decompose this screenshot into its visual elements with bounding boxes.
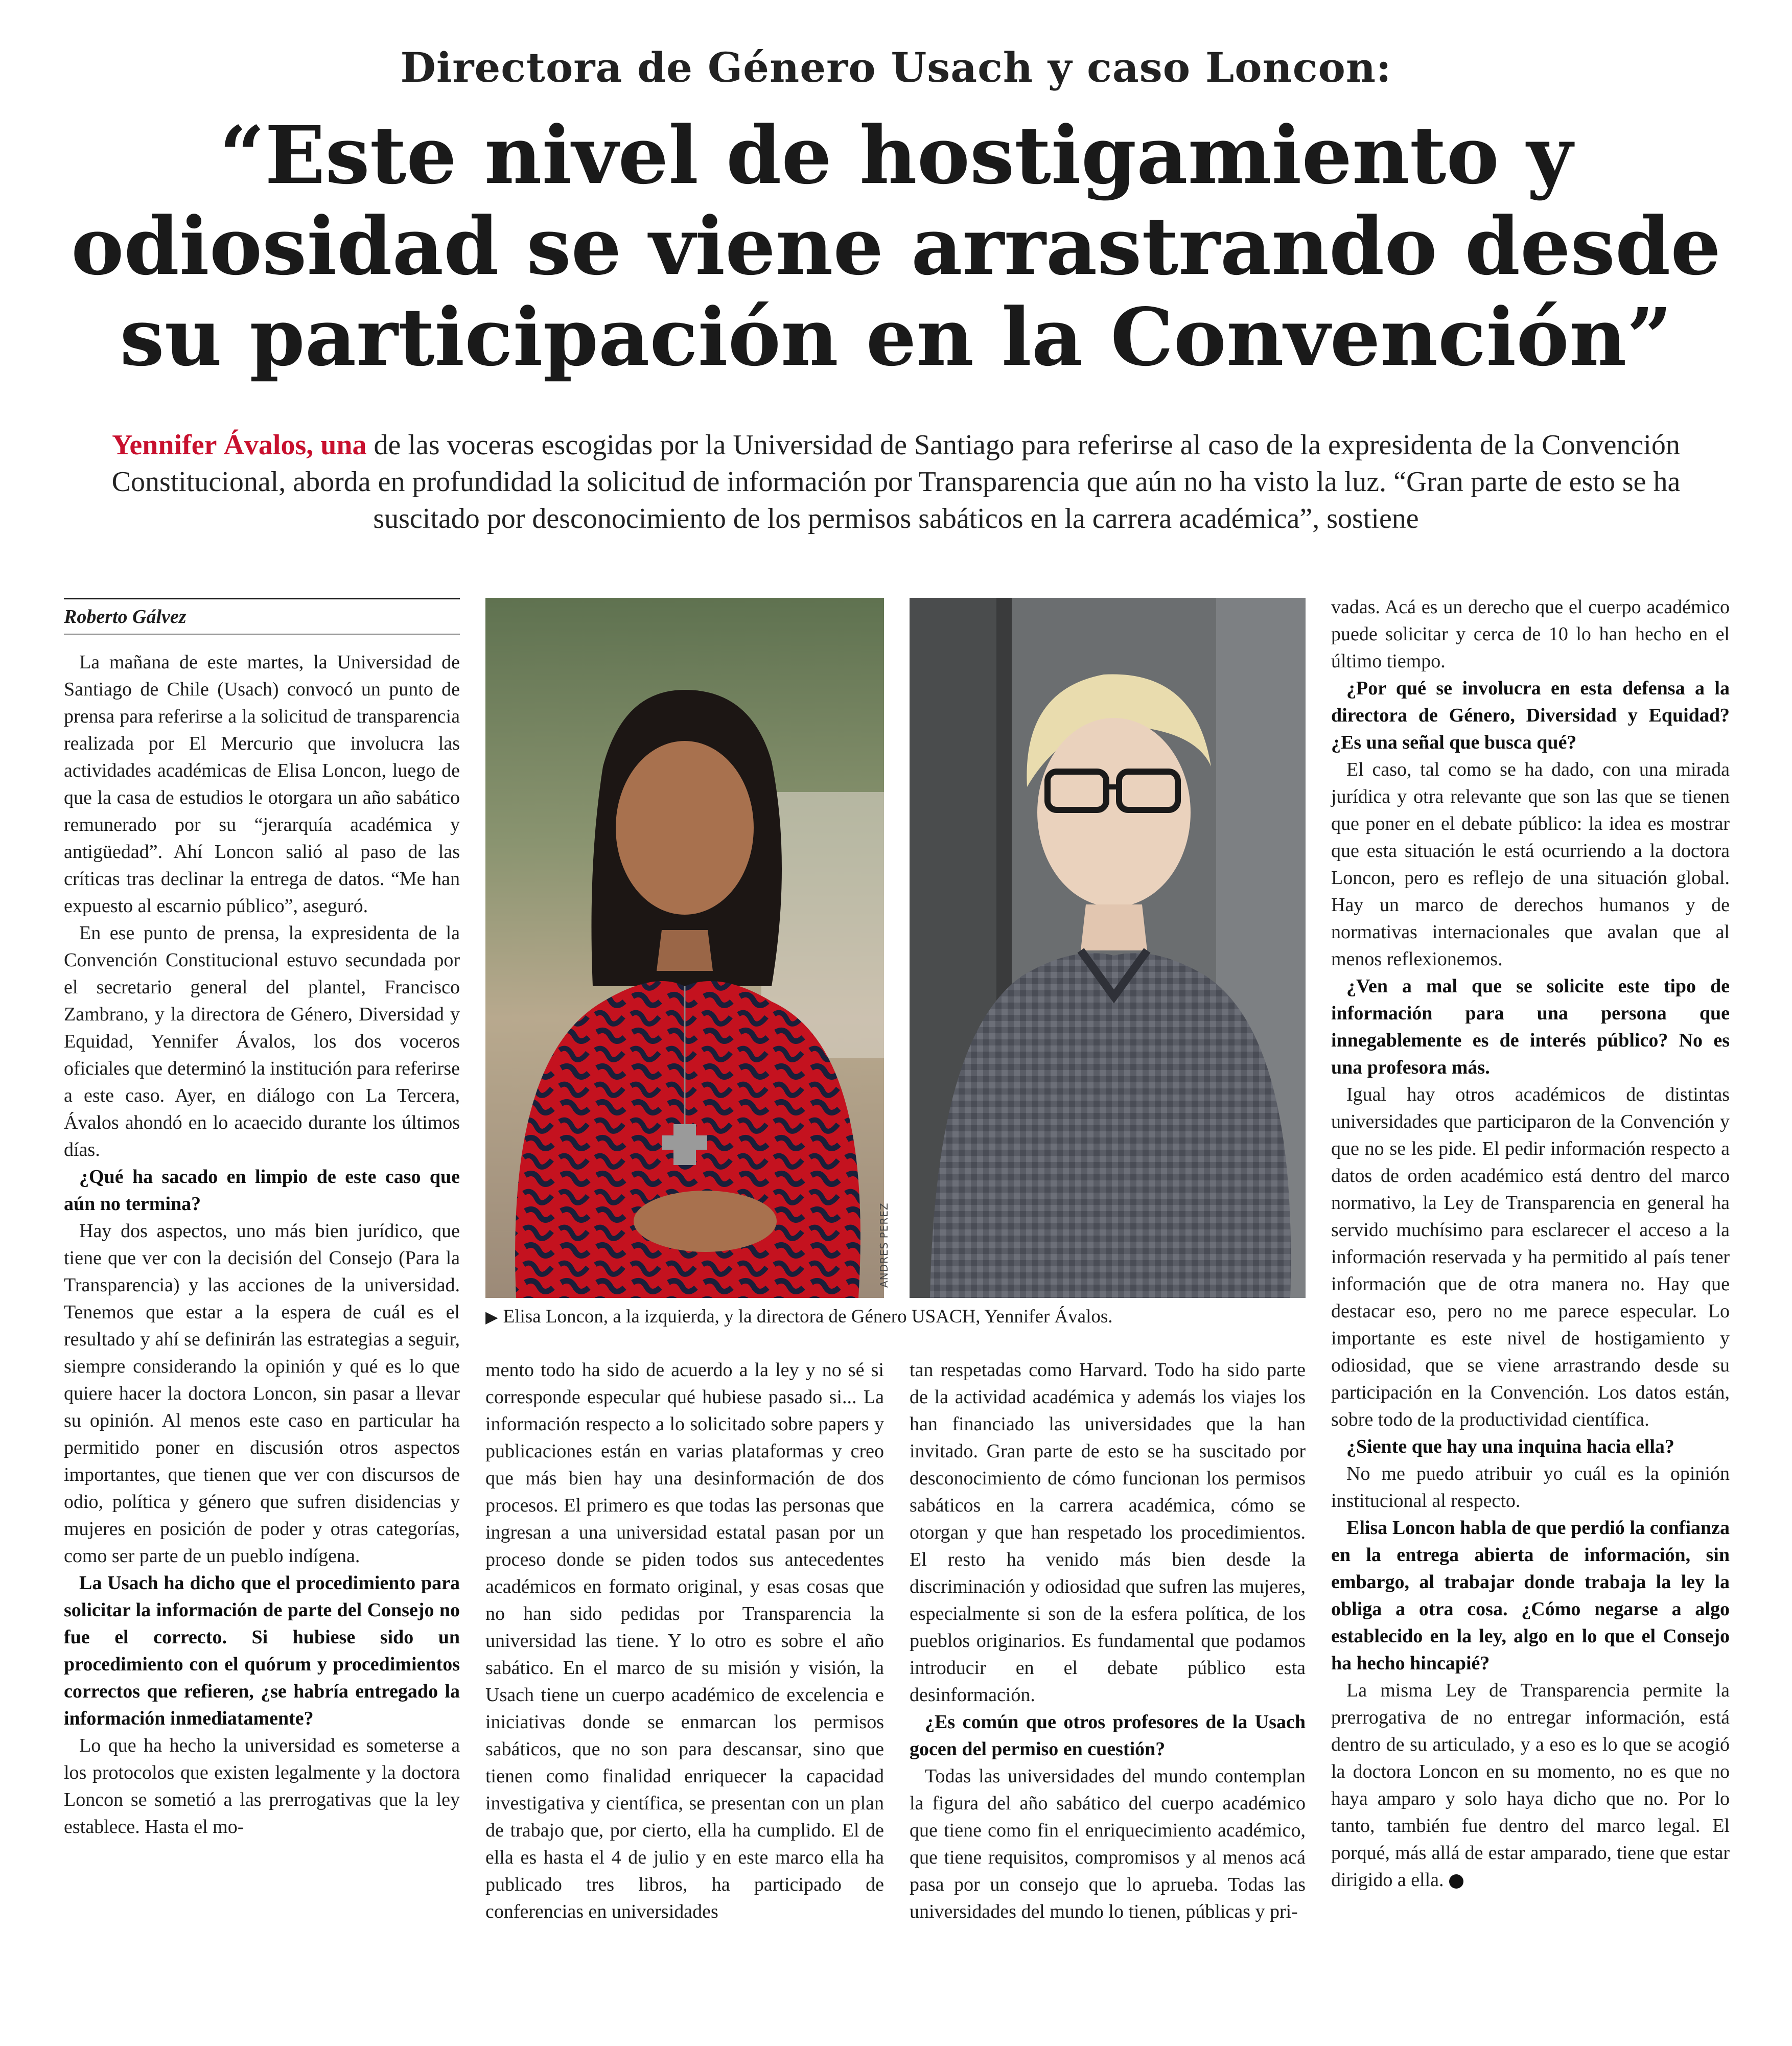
paragraph: Hay dos aspectos, uno más bien jurídico, que tiene que ver con la decisión del Consejo (Para la Transparencia) y las acciones de la universidad. Tenemos que estar a la espera de cuál es el resultado y ahí se definirán las estrategias a seguir, siempre considerando la opinión y qué es lo que quiere hacer la doctora Loncon, sin pasar a llevar su opinión. Al menos este caso en particular ha permitido poner en discusión otros aspectos importantes, que tienen que ver con discursos de odio, política y género que sufren disidencias y mujeres en posición de poder y otras categorías, como ser parte de un pueblo indígena.: [64, 1220, 460, 1567]
column-3: [910, 1357, 1306, 1925]
article-kicker: Directora de Género Usach y caso Loncon:: [400, 43, 1392, 91]
photo-credit: ANDRES PEREZ: [878, 1202, 890, 1288]
photo-elisa-loncon: [485, 598, 884, 1298]
paragraph: Lo que ha hecho la universidad es someterse a los protocolos que existen legalmente y la doctora Loncon se sometió a las prerrogativas que la ley establece. Hasta el mo-: [64, 1735, 460, 1838]
paragraph: No me puedo atribuir yo cuál es la opinión institucional al respecto.: [1331, 1463, 1730, 1512]
headline-line: “Este nivel de hostigamiento y: [219, 108, 1573, 202]
column-1: [64, 598, 460, 1841]
caption-arrow-icon: ▶: [485, 1308, 498, 1326]
photo-yennifer-avalos: [910, 598, 1306, 1298]
lede-text: de las voceras escogidas por la Universidad de Santiago para referirse al caso de la expresidenta de la Convención Constitucional, aborda en profundidad la solicitud de información por Transparencia que aún no ha visto la luz. “Gran parte de esto se ha suscitado por desconocimiento de los permisos sabáticos en la carrera académica”, sostiene: [111, 429, 1681, 534]
column-2: [485, 1357, 884, 1925]
caption-text: Elisa Loncon, a la izquierda, y la directora de Género USACH, Yennifer Ávalos.: [503, 1306, 1113, 1327]
column-4: [1331, 594, 1730, 1894]
portrait-illustration: [910, 598, 1306, 1298]
end-of-article-icon: [1449, 1874, 1463, 1889]
paragraph: [1331, 1677, 1730, 1894]
interview-question: La Usach ha dicho que el procedimiento para solicitar la información de parte del Consejo no fue el correcto. Si hubiese sido un procedimiento con el quórum y procedimientos correctos que refieren, ¿se habría entregado la información inmediatamente?: [64, 1572, 460, 1729]
interview-question: ¿Ven a mal que se solicite este tipo de información para una persona que innegablemente es de interés público? No es una profesora más.: [1331, 975, 1730, 1078]
paragraph: La mañana de este martes, la Universidad de Santiago de Chile (Usach) convocó un punto de prensa para referirse a la solicitud de transparencia realizada por El Mercurio que involucra las actividades académicas de Elisa Loncon, luego de que la casa de estudios le otorgara un año sabático remunerado por su “jerarquía académica y antigüedad”. Ahí Loncon salió al paso de las críticas tras declinar la entrega de datos. “Me han expuesto al escarnio público”, aseguró.: [64, 652, 460, 917]
paragraph: mento todo ha sido de acuerdo a la ley y no sé si corresponde especular qué hubiese pasado si... La información respecto a lo solicitado sobre papers y publicaciones están en varias plataformas y creo que más bien hay una desinformación de dos procesos. El primero es que todas las personas que ingresan a una universidad estatal pasan por un proceso donde se piden todos sus antecedentes académicos en formato original, y esas cosas que no han sido pedidas por Transparencia la universidad las tiene. Y lo otro es sobre el año sabático. En el marco de su misión y visión, la Usach tiene un cuerpo académico de excelencia e iniciativas donde se enmarcan los permisos sabáticos, que no son para descansar, sino que tienen como finalidad enriquecer la capacidad investigativa y científica, se presentan con un plan de trabajo que, por cierto, ella ha cumplido. El de ella es hasta el 4 de julio y en este marco ella ha publicado tres libros, ha participado de conferencias en universidades: [485, 1359, 884, 1922]
paragraph: vadas. Acá es un derecho que el cuerpo académico puede solicitar y cerca de 10 lo han hecho en el último tiempo.: [1331, 596, 1730, 672]
paragraph: Todas las universidades del mundo contemplan la figura del año sabático del cuerpo académico que tiene como fin el enriquecimiento académico, que tiene requisitos, compromisos y al menos acá pasa por un consejo que lo aprueba. Todas las universidades del mundo lo tienen, públicas y pri-: [910, 1765, 1306, 1922]
headline-line: su participación en la Convención”: [120, 290, 1672, 384]
headline-line: odiosidad se viene arrastrando desde: [71, 199, 1721, 293]
portrait-illustration: [485, 598, 884, 1298]
interview-question: Elisa Loncon habla de que perdió la confianza en la entrega abierta de información, sin embargo, al trabajar donde trabaja la ley la obliga a otra cosa. ¿Cómo negarse a algo establecido en la ley, algo en lo que el Consejo ha hecho hincapié?: [1331, 1517, 1730, 1674]
article-headline: [31, 110, 1761, 383]
closing-paragraph-text: La misma Ley de Transparencia permite la prerrogativa de no entregar información, está dentro de su articulado, y a eso es lo que se acogió la doctora Loncon en su momento, no es que no haya amparo y solo haya dicho que no. Por lo tanto, también fue dentro del marco legal. El porqué, más allá de estar amparado, tiene que estar dirigido a ella.: [1331, 1680, 1730, 1891]
paragraph: En ese punto de prensa, la expresidenta de la Convención Constitucional estuvo secundada por el secretario general del plantel, Francisco Zambrano, y la directora de Género, Diversidad y Equidad, Yennifer Ávalos, los dos voceros oficiales que determinó la institución para referirse a este caso. Ayer, en diálogo con La Tercera, Ávalos ahondó en lo acaecido durante los últimos días.: [64, 922, 460, 1160]
interview-question: ¿Es común que otros profesores de la Usach gocen del permiso en cuestión?: [910, 1711, 1306, 1760]
paragraph: Igual hay otros académicos de distintas universidades que participaron de la Convención y que no se les pide. El pedir información respecto a datos de orden académico está dentro del marco normativo, la Ley de Transparencia en general ha servido muchísimo para esclarecer el acceso a la información reservada y ha permitido al país tener información que de otra manera no. Hay que destacar eso, pero no me parece especular. Lo importante es este nivel de hostigamiento y odiosidad, que se viene arrastrando desde su participación en la Convención. Los datos están, sobre todo de la productividad científica.: [1331, 1084, 1730, 1430]
interview-question: ¿Qué ha sacado en limpio de este caso que aún no termina?: [64, 1166, 460, 1215]
photo-caption: [485, 1306, 1313, 1328]
article-lede: [72, 427, 1720, 537]
interview-question: ¿Siente que hay una inquina hacia ella?: [1346, 1436, 1674, 1457]
paragraph: El caso, tal como se ha dado, con una mirada jurídica y otra relevante que son las que se tienen que poner en el debate público: la idea es mostrar que esta situación le está ocurriendo a la doctora Loncon, pero es reflejo de una situación global. Hay un marco de derechos humanos y de normativas internacionales que avalan que al menos reflexionemos.: [1331, 759, 1730, 970]
byline: Roberto Gálvez: [64, 598, 460, 635]
lede-lead-in: Yennifer Ávalos, una: [112, 429, 367, 461]
interview-question: ¿Por qué se involucra en esta defensa a la directora de Género, Diversidad y Equidad? ¿Es una señal que busca qué?: [1331, 678, 1730, 753]
paragraph: tan respetadas como Harvard. Todo ha sido parte de la actividad académica y además los viajes los han financiado las universidades que la han invitado. Gran parte de esto se ha suscitado por desconocimiento de cómo funcionan los permisos sabáticos en la carrera académica, cómo se otorgan y que han respetado los procedimientos. El resto ha venido más bien desde la discriminación y odiosidad que sufren las mujeres, especialmente si son de la esfera política, de los pueblos originarios. Es fundamental que podamos introducir en el debate público esta desinformación.: [910, 1359, 1306, 1706]
